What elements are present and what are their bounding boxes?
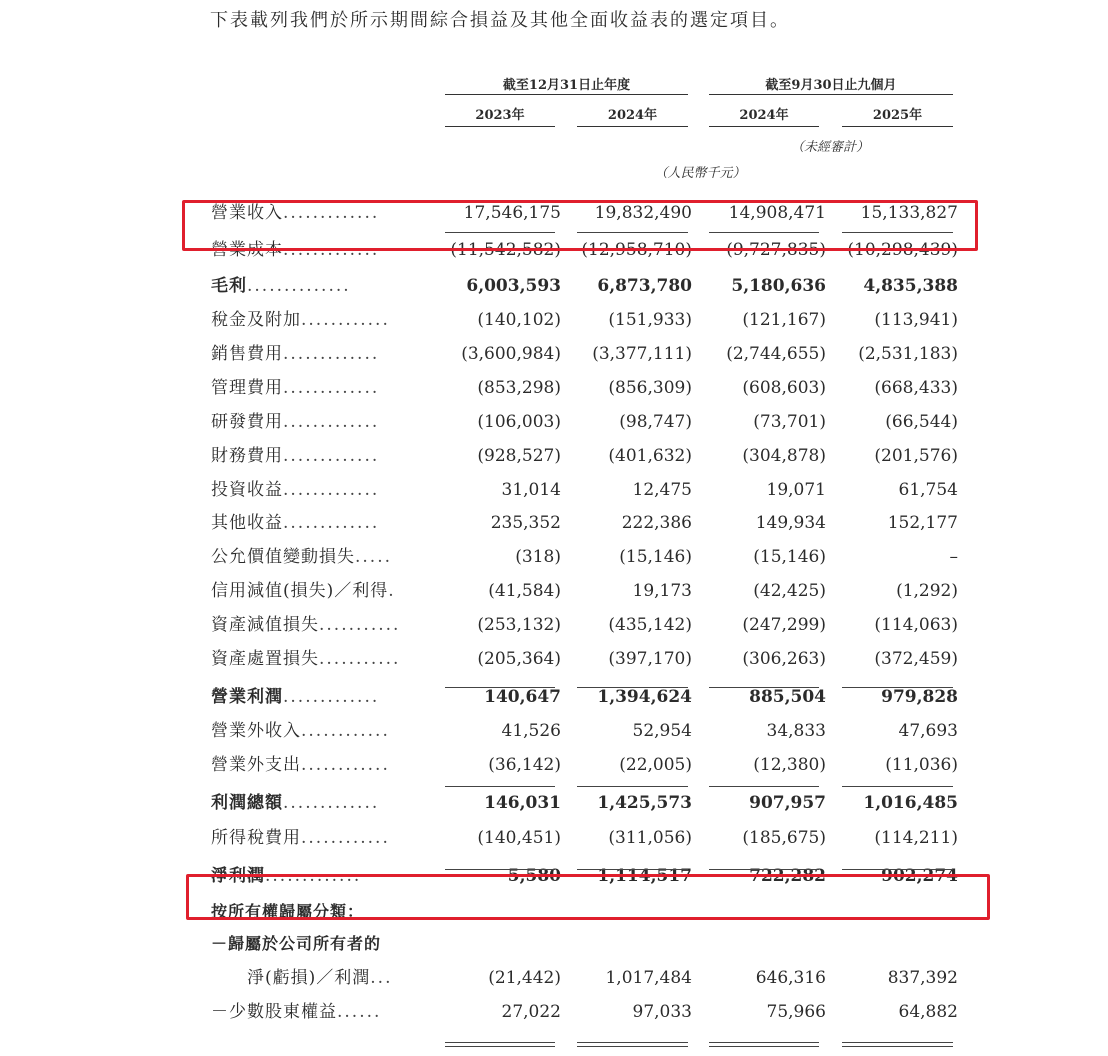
table-row — [0, 680, 1108, 714]
table-row — [0, 995, 1108, 1029]
subtotal-rule — [577, 786, 688, 787]
row-label-text: 管理費用 — [211, 378, 283, 398]
header-year-rule-4 — [842, 126, 953, 127]
row-label-text: 按所有權歸屬分類： — [211, 902, 365, 921]
leader-dots: ............. — [283, 344, 380, 364]
leader-dots: . — [388, 581, 396, 601]
subtotal-rule — [709, 869, 819, 870]
total-double-rule — [445, 1042, 555, 1047]
leader-dots: ............ — [301, 828, 390, 848]
value-9m2025: 837,392 — [887, 968, 958, 988]
value-fy2023: (106,003) — [477, 412, 561, 432]
value-fy2024: (311,056) — [608, 828, 692, 848]
value-9m2025: 64,882 — [898, 1002, 958, 1022]
row-label — [211, 439, 426, 473]
leader-dots: ............. — [283, 513, 380, 533]
row-label — [211, 303, 426, 337]
table-row — [0, 337, 1108, 371]
value-9m2025: (668,433) — [874, 378, 958, 398]
subtotal-rule — [577, 687, 688, 688]
row-label — [211, 371, 426, 405]
value-9m2024: (73,701) — [753, 412, 826, 432]
leader-dots: ........... — [319, 615, 401, 635]
table-row — [0, 303, 1108, 337]
row-label-text: －少數股東權益 — [211, 1002, 337, 1022]
value-fy2023: 6,003,593 — [466, 276, 561, 296]
value-9m2025: (372,459) — [874, 649, 958, 669]
value-9m2025: (114,211) — [874, 828, 958, 848]
row-label — [211, 642, 426, 676]
value-9m2024: 907,957 — [749, 793, 826, 813]
value-9m2025: (114,063) — [874, 615, 958, 635]
total-double-rule — [577, 1042, 688, 1047]
leader-dots: ............ — [301, 310, 390, 330]
leader-dots: ........... — [319, 649, 401, 669]
value-fy2023: (140,451) — [477, 828, 561, 848]
value-fy2024: 1,114,517 — [597, 866, 692, 886]
header-year-2025-ninemonth: 2025年 — [872, 108, 923, 123]
header-group-nine-months: 截至9月30日止九個月 — [765, 78, 897, 93]
value-9m2025: (113,941) — [874, 310, 958, 330]
table-row — [0, 608, 1108, 642]
row-label — [211, 540, 426, 574]
row-label — [211, 608, 426, 642]
row-label — [211, 337, 426, 371]
row-label — [211, 405, 426, 439]
value-fy2023: (253,132) — [477, 615, 561, 635]
leader-dots: ............. — [283, 687, 380, 707]
total-double-rule — [842, 1042, 953, 1047]
value-fy2023: (853,298) — [477, 378, 561, 398]
value-9m2024: 646,316 — [755, 968, 826, 988]
table-row — [0, 405, 1108, 439]
leader-dots: ............. — [283, 793, 380, 813]
row-label-text: 資產減值損失 — [211, 615, 319, 635]
table-row — [0, 506, 1108, 540]
leader-dots: ............. — [283, 378, 380, 398]
row-label-text: 資產處置損失 — [211, 649, 319, 669]
row-label — [211, 473, 426, 507]
value-fy2024: 19,173 — [632, 581, 692, 601]
table-row — [0, 961, 1108, 995]
value-9m2024: (121,167) — [742, 310, 826, 330]
value-9m2024: (9,727,835) — [726, 240, 826, 260]
row-label — [211, 574, 426, 608]
value-fy2024: 6,873,780 — [597, 276, 692, 296]
value-fy2024: 12,475 — [632, 480, 692, 500]
table-row — [0, 927, 1108, 961]
table-row — [0, 786, 1108, 820]
value-9m2024: (42,425) — [753, 581, 826, 601]
row-label-text: 其他收益 — [211, 513, 283, 533]
value-9m2025: (10,298,439) — [847, 240, 958, 260]
leader-dots: ............ — [301, 755, 390, 775]
subtotal-rule — [577, 869, 688, 870]
value-9m2024: (15,146) — [753, 547, 826, 567]
value-fy2024: (15,146) — [619, 547, 692, 567]
value-fy2023: (21,442) — [488, 968, 561, 988]
value-9m2025: – — [949, 547, 958, 567]
value-9m2025: 979,828 — [881, 687, 958, 707]
value-fy2024: (401,632) — [608, 446, 692, 466]
intro-text: 下表載列我們於所示期間綜合損益及其他全面收益表的選定項目。 — [210, 10, 790, 31]
row-label-text: 所得稅費用 — [211, 828, 301, 848]
row-label — [211, 995, 426, 1029]
row-label-text: 營業外支出 — [211, 755, 301, 775]
row-label-text: 淨(虧損)／利潤 — [247, 968, 371, 988]
value-fy2023: 17,546,175 — [463, 203, 561, 223]
value-fy2023: (140,102) — [477, 310, 561, 330]
value-9m2025: 902,274 — [881, 866, 958, 886]
value-9m2024: (12,380) — [753, 755, 826, 775]
leader-dots: ............. — [283, 203, 380, 223]
value-9m2024: 149,934 — [755, 513, 826, 533]
row-label — [211, 714, 426, 748]
row-label-text: 財務費用 — [211, 446, 283, 466]
row-label-text: 營業成本 — [211, 240, 283, 260]
row-label-text: 稅金及附加 — [211, 310, 301, 330]
value-fy2023: (205,364) — [477, 649, 561, 669]
table-row — [0, 821, 1108, 855]
value-9m2025: 15,133,827 — [860, 203, 958, 223]
subtotal-rule — [709, 786, 819, 787]
value-9m2024: (185,675) — [742, 828, 826, 848]
table-row — [0, 540, 1108, 574]
row-label — [211, 927, 426, 961]
value-9m2025: (201,576) — [874, 446, 958, 466]
value-9m2025: (11,036) — [885, 755, 958, 775]
value-9m2024: (247,299) — [742, 615, 826, 635]
leader-dots: ............. — [283, 480, 380, 500]
header-group-fiscal-year-rule — [445, 94, 688, 95]
value-9m2024: 5,180,636 — [731, 276, 826, 296]
table-row — [0, 642, 1108, 676]
row-label-text: 毛利 — [211, 276, 247, 296]
value-9m2025: (1,292) — [896, 581, 958, 601]
header-year-rule-3 — [709, 126, 819, 127]
value-fy2024: 19,832,490 — [594, 203, 692, 223]
leader-dots: ...... — [337, 1002, 382, 1022]
value-fy2023: (41,584) — [488, 581, 561, 601]
leader-dots: ............. — [283, 412, 380, 432]
value-fy2024: 1,017,484 — [605, 968, 692, 988]
value-9m2024: 75,966 — [766, 1002, 826, 1022]
row-label-text: 投資收益 — [211, 480, 283, 500]
value-fy2023: 41,526 — [501, 721, 561, 741]
value-fy2024: (856,309) — [608, 378, 692, 398]
row-label-text: 淨利潤 — [211, 866, 265, 886]
table-row — [0, 269, 1108, 303]
row-label — [211, 506, 426, 540]
table-row — [0, 748, 1108, 782]
value-fy2024: (151,933) — [608, 310, 692, 330]
table-row — [0, 714, 1108, 748]
row-label — [211, 269, 426, 303]
row-label-text: 利潤總額 — [211, 793, 283, 813]
row-label-text: 營業收入 — [211, 203, 283, 223]
row-label-text: 營業利潤 — [211, 687, 283, 707]
header-year-2024: 2024年 — [607, 108, 658, 123]
value-9m2025: 47,693 — [898, 721, 958, 741]
table-row — [0, 574, 1108, 608]
row-label — [211, 786, 426, 820]
header-year-2023: 2023年 — [475, 108, 525, 123]
value-fy2024: 1,425,573 — [597, 793, 692, 813]
value-9m2024: (608,603) — [742, 378, 826, 398]
leader-dots: ............. — [283, 240, 380, 260]
value-fy2024: 97,033 — [632, 1002, 692, 1022]
value-fy2023: 140,647 — [484, 687, 561, 707]
leader-dots: ............ — [301, 721, 390, 741]
total-double-rule — [709, 1042, 819, 1047]
row-label-text: 營業外收入 — [211, 721, 301, 741]
value-9m2024: 19,071 — [766, 480, 826, 500]
value-fy2024: (397,170) — [608, 649, 692, 669]
header-group-fiscal-year: 截至12月31日止年度 — [502, 78, 631, 93]
value-9m2024: (306,263) — [742, 649, 826, 669]
value-fy2024: 1,394,624 — [597, 687, 692, 707]
value-9m2024: 34,833 — [766, 721, 826, 741]
leader-dots: ... — [370, 968, 393, 988]
table-row — [0, 439, 1108, 473]
value-fy2023: (11,542,582) — [450, 240, 561, 260]
value-fy2023: 146,031 — [484, 793, 561, 813]
value-fy2024: 222,386 — [621, 513, 692, 533]
value-fy2023: 31,014 — [501, 480, 561, 500]
value-fy2024: (22,005) — [619, 755, 692, 775]
header-year-rule-2 — [577, 126, 688, 127]
value-9m2024: (304,878) — [742, 446, 826, 466]
value-fy2023: 235,352 — [490, 513, 561, 533]
subtotal-rule — [842, 869, 953, 870]
value-9m2025: 152,177 — [887, 513, 958, 533]
subtotal-rule — [445, 786, 555, 787]
leader-dots: .............. — [247, 276, 351, 296]
subtotal-rule — [445, 687, 555, 688]
value-9m2025: 1,016,485 — [863, 793, 958, 813]
header-group-nine-months-rule — [709, 94, 953, 95]
leader-dots: ..... — [355, 547, 393, 567]
value-9m2024: 14,908,471 — [728, 203, 826, 223]
row-label — [211, 748, 426, 782]
row-label-text: 銷售費用 — [211, 344, 283, 364]
value-9m2025: (66,544) — [885, 412, 958, 432]
row-label — [211, 680, 426, 714]
value-9m2025: (2,531,183) — [858, 344, 958, 364]
header-year-rule-1 — [445, 126, 555, 127]
row-label-text: 研發費用 — [211, 412, 283, 432]
value-fy2023: (36,142) — [488, 755, 561, 775]
subtotal-rule — [445, 869, 555, 870]
table-row — [0, 371, 1108, 405]
row-label — [247, 961, 462, 995]
value-fy2023: 27,022 — [501, 1002, 561, 1022]
value-fy2023: 5,580 — [507, 866, 561, 886]
row-label — [211, 821, 426, 855]
leader-dots: ............. — [265, 866, 362, 886]
subtotal-rule — [709, 687, 819, 688]
value-9m2025: 4,835,388 — [863, 276, 958, 296]
table-row — [0, 473, 1108, 507]
leader-dots: ............. — [283, 446, 380, 466]
value-9m2024: (2,744,655) — [726, 344, 826, 364]
header-year-2024-ninemonth: 2024年 — [739, 108, 789, 123]
value-fy2024: (3,377,111) — [592, 344, 692, 364]
value-fy2024: (98,747) — [619, 412, 692, 432]
value-9m2024: 885,504 — [749, 687, 826, 707]
unaudited-note: （未經審計） — [790, 140, 869, 155]
value-9m2025: 61,754 — [898, 480, 958, 500]
row-label-text: 信用減值(損失)／利得 — [211, 581, 389, 601]
highlight-revenue-row — [182, 200, 978, 251]
subtotal-rule — [842, 786, 953, 787]
highlight-net-profit-row — [186, 874, 990, 920]
value-fy2023: (318) — [515, 547, 561, 567]
value-fy2023: (928,527) — [477, 446, 561, 466]
value-fy2024: (435,142) — [608, 615, 692, 635]
value-fy2024: (12,958,710) — [581, 240, 692, 260]
value-fy2023: (3,600,984) — [461, 344, 561, 364]
currency-note: （人民幣千元） — [654, 166, 746, 181]
subtotal-rule — [842, 687, 953, 688]
row-label-text: 公允價值變動損失 — [211, 547, 355, 567]
value-fy2024: 52,954 — [632, 721, 692, 741]
value-9m2024: 722,282 — [749, 866, 826, 886]
row-label-text: －歸屬於公司所有者的 — [211, 934, 382, 953]
